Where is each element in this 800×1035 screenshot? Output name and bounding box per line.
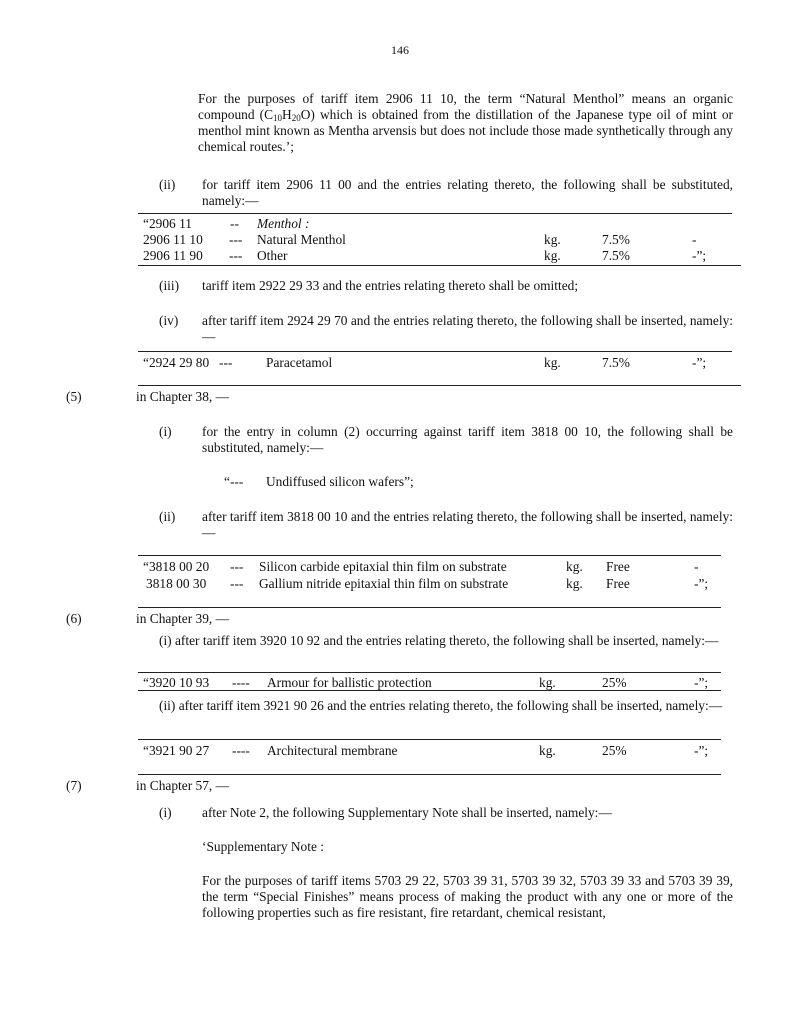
dash-level: -- — [230, 216, 239, 231]
dash-level: --- — [229, 232, 243, 247]
tariff-code: “2906 11 — [143, 216, 192, 231]
duty-rate: Free — [606, 576, 630, 591]
duty-rate-secondary: -”; — [694, 743, 709, 758]
tariff-code: 2906 11 90 — [143, 248, 203, 263]
section-heading: in Chapter 57, — — [136, 778, 229, 793]
table-rule — [138, 690, 721, 691]
clause-text: after tariff item 2924 29 70 and the entries relating thereto, the following shall be inserted, namely:— — [202, 313, 733, 344]
tariff-code: “3920 10 93 — [143, 675, 210, 690]
section-number: (7) — [66, 778, 82, 793]
table-row — [0, 232, 800, 248]
dash-level: --- — [230, 576, 244, 591]
supplementary-note-text: For the purposes of tariff items 5703 29 22, 5703 39 31, 5703 39 32, 5703 39 33 and 5703 39 39, the term “Special Finishes” means process of making the product with any one or more of the following properties such as fire resistant, fire retardant, chemical resistant, — [202, 873, 733, 920]
section-number: (5) — [66, 389, 82, 404]
tariff-code: “2924 29 80 — [143, 355, 210, 370]
clause-text: after Note 2, the following Supplementary Note shall be inserted, namely:— — [202, 805, 612, 820]
table-rule — [138, 351, 732, 352]
clause-text: for the entry in column (2) occurring against tariff item 3818 00 10, the following shall be substituted, namely:— — [202, 424, 733, 455]
unit: kg. — [566, 559, 583, 574]
duty-rate: 7.5% — [602, 355, 630, 370]
dash-level: ---- — [232, 743, 250, 758]
item-number: (i) — [159, 424, 172, 439]
unit: kg. — [539, 743, 556, 758]
item-number: (ii) — [159, 177, 176, 192]
table-rule — [138, 555, 721, 556]
duty-rate: 7.5% — [602, 232, 630, 247]
duty-rate: 25% — [602, 743, 627, 758]
description: Other — [257, 248, 288, 263]
page-number: 146 — [391, 43, 409, 57]
table-row — [0, 216, 800, 232]
duty-rate: Free — [606, 559, 630, 574]
table-rule — [138, 385, 741, 386]
unit: kg. — [544, 232, 561, 247]
description: Natural Menthol — [257, 232, 346, 247]
section-number: (6) — [66, 611, 82, 626]
table-row — [0, 675, 800, 691]
quote-text: Undiffused silicon wafers”; — [266, 474, 414, 489]
table-row — [0, 576, 800, 592]
dash-level: ---- — [232, 675, 250, 690]
table-row — [0, 248, 800, 264]
duty-rate: 7.5% — [602, 248, 630, 263]
table-row — [0, 743, 800, 759]
table-rule — [138, 213, 732, 214]
duty-rate-secondary: -”; — [694, 576, 709, 591]
description: Silicon carbide epitaxial thin film on substrate — [259, 559, 507, 574]
description: Architectural membrane — [267, 743, 398, 758]
table-rule — [138, 672, 721, 673]
duty-rate-secondary: - — [694, 559, 699, 574]
duty-rate-secondary: -”; — [692, 355, 707, 370]
item-number: (i) — [159, 805, 172, 820]
description: Paracetamol — [266, 355, 333, 370]
dash-level: --- — [219, 355, 233, 370]
unit: kg. — [566, 576, 583, 591]
item-number: (ii) — [159, 509, 176, 524]
table-row — [0, 559, 800, 575]
tariff-code: 2906 11 10 — [143, 232, 203, 247]
unit: kg. — [544, 355, 561, 370]
section-heading: in Chapter 38, — — [136, 389, 229, 404]
unit: kg. — [539, 675, 556, 690]
quote-dash: “--- — [224, 474, 244, 489]
table-rule — [138, 607, 721, 608]
table-rule — [138, 774, 721, 775]
duty-rate: 25% — [602, 675, 627, 690]
clause-text: tariff item 2922 29 33 and the entries relating thereto shall be omitted; — [202, 278, 579, 293]
unit: kg. — [544, 248, 561, 263]
duty-rate-secondary: -”; — [692, 248, 707, 263]
description: Gallium nitride epitaxial thin film on substrate — [259, 576, 509, 591]
tariff-code: “3921 90 27 — [143, 743, 210, 758]
table-rule — [138, 265, 741, 266]
duty-rate-secondary: - — [692, 232, 697, 247]
duty-rate-secondary: -”; — [694, 675, 709, 690]
menthol-definition: For the purposes of tariff item 2906 11 10, the term “Natural Menthol” means an organic compound $(C_{10}H_{20}O)$ which is obtained from the distillation of the Japanese type oil of mint or menthol mint known as Mentha arvensis but does not include those made synthetically through any chemical routes.’; — [198, 91, 733, 154]
clause-text: (i) after tariff item 3920 10 92 and the entries relating thereto, the following shall be inserted, namely:— — [159, 633, 719, 648]
clause-text: for tariff item 2906 11 00 and the entries relating thereto, the following shall be substituted, namely:— — [202, 177, 733, 208]
dash-level: --- — [230, 559, 244, 574]
table-row — [0, 355, 800, 371]
tariff-code: “3818 00 20 — [143, 559, 210, 574]
clause-text: after tariff item 3818 00 10 and the entries relating thereto, the following shall be inserted, namely:— — [202, 509, 733, 540]
tariff-code: 3818 00 30 — [146, 576, 207, 591]
item-number: (iv) — [159, 313, 179, 328]
section-heading: in Chapter 39, — — [136, 611, 229, 626]
description: Menthol : — [257, 216, 310, 231]
dash-level: --- — [229, 248, 243, 263]
table-rule — [138, 739, 721, 740]
description: Armour for ballistic protection — [267, 675, 432, 690]
item-number: (iii) — [159, 278, 180, 293]
clause-text: (ii) after tariff item 3921 90 26 and the entries relating thereto, the following shall be inserted, namely:— — [159, 698, 723, 713]
supplementary-note-heading: ‘Supplementary Note : — [202, 839, 324, 854]
